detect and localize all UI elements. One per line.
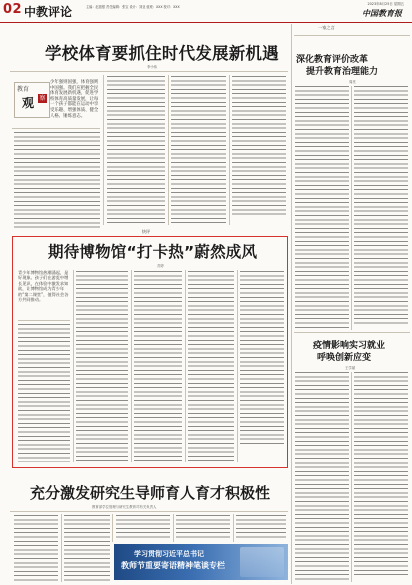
column-rule <box>112 514 113 542</box>
banner-line1: 学习贯彻习近平总书记 <box>134 550 204 558</box>
featured-kicker: 快评 <box>133 228 159 236</box>
top-article-headline[interactable]: 学校体育要抓住时代发展新机遇 <box>45 44 279 63</box>
top-article-body-col2 <box>107 76 165 226</box>
column-rule <box>229 75 230 225</box>
paper-logo: 中国教育报 <box>362 8 402 18</box>
right-article1-title-line2[interactable]: 提升教育治理能力 <box>306 67 379 77</box>
section-title: 中教评论 <box>24 5 73 19</box>
divider <box>12 128 100 129</box>
column-rule <box>103 75 104 225</box>
right-article1-byline: 周亮 <box>349 80 356 84</box>
column-rule <box>233 514 234 542</box>
top-article-body-col4 <box>232 76 286 216</box>
page-number: 02 <box>3 2 23 17</box>
top-article-body-col1 <box>14 132 100 228</box>
column-rule <box>291 24 292 584</box>
divider <box>18 320 70 321</box>
featured-body-col2 <box>76 271 128 461</box>
lower-body-col4 <box>176 515 230 541</box>
column-rule <box>185 270 186 462</box>
right-article2-title-line1[interactable]: 疫情影响实习就业 <box>313 341 386 351</box>
column-logo-top: 教育 <box>17 86 30 93</box>
featured-article-headline[interactable]: 期待博物馆“打卡热”蔚然成风 <box>48 243 258 261</box>
editor-line: 主编：赵振强 责任编辑：张宝 设计：刘亚 值班：XXX 校对：XXX <box>86 5 180 9</box>
top-article-body-col3 <box>171 76 226 226</box>
column-rule <box>351 372 352 582</box>
lower-article-byline: 教育部学位管理与研究生教育司有关负责人 <box>92 505 157 509</box>
divider <box>294 332 410 333</box>
column-logo-badge: 察 <box>39 95 46 102</box>
column-rule <box>131 270 132 462</box>
featured-article-summary: 青少年博物馆热潮涌起，是好现象。孩子们在游览中增长见识，在体验中激发求知欲，让博物馆成为青少年的“第二课堂”，值得社会各方共同推动。 <box>18 270 69 303</box>
featured-article-byline: 苏婷 <box>157 264 164 268</box>
banner-line2: 教师节重要寄语精神笔谈专栏 <box>121 561 225 570</box>
lower-article-headline[interactable]: 充分激发研究生导师育人育才积极性 <box>30 484 271 502</box>
lower-body-col5 <box>236 515 286 541</box>
featured-body-col5 <box>240 271 284 447</box>
right-article1-body-col2 <box>354 86 408 324</box>
column-logo-main: 观 <box>22 96 35 110</box>
date-line: 2023年8月25日 星期五 <box>367 2 404 6</box>
column-rule <box>168 75 169 225</box>
column-rule <box>73 270 74 462</box>
top-article-summary: 少年强则国强，体育强则中国强。我们应把握全民体育发展新机遇，促进学校体育高质量发展，让每一个孩子都能在运动中享受乐趣、增强体质、健全人格、锤炼意志。 <box>50 80 99 119</box>
lower-body-col2 <box>64 515 110 581</box>
featured-body-col3 <box>134 271 182 461</box>
right-article2-body-col2 <box>354 372 408 578</box>
right-column-tag: 一家之言 <box>318 25 335 30</box>
featured-body-col4 <box>188 271 234 461</box>
divider <box>10 71 288 72</box>
right-article2-body-col1 <box>295 372 349 582</box>
banner-image <box>240 547 284 577</box>
featured-body-col1 <box>18 324 70 462</box>
right-article1-body-col1 <box>295 86 349 330</box>
column-rule <box>61 514 62 582</box>
column-rule <box>173 514 174 542</box>
top-article-byline: 李小伟 <box>147 65 158 69</box>
divider <box>294 35 410 36</box>
lower-body-col1 <box>14 515 58 581</box>
column-rule <box>351 86 352 330</box>
right-article2-title-line2[interactable]: 呼唤创新应变 <box>317 353 372 363</box>
divider <box>10 511 288 512</box>
lower-body-col3 <box>116 515 170 541</box>
right-article1-title-line1[interactable]: 深化教育评价改革 <box>296 55 369 65</box>
column-rule <box>237 270 238 462</box>
right-article2-byline: 王学斌 <box>345 366 356 370</box>
